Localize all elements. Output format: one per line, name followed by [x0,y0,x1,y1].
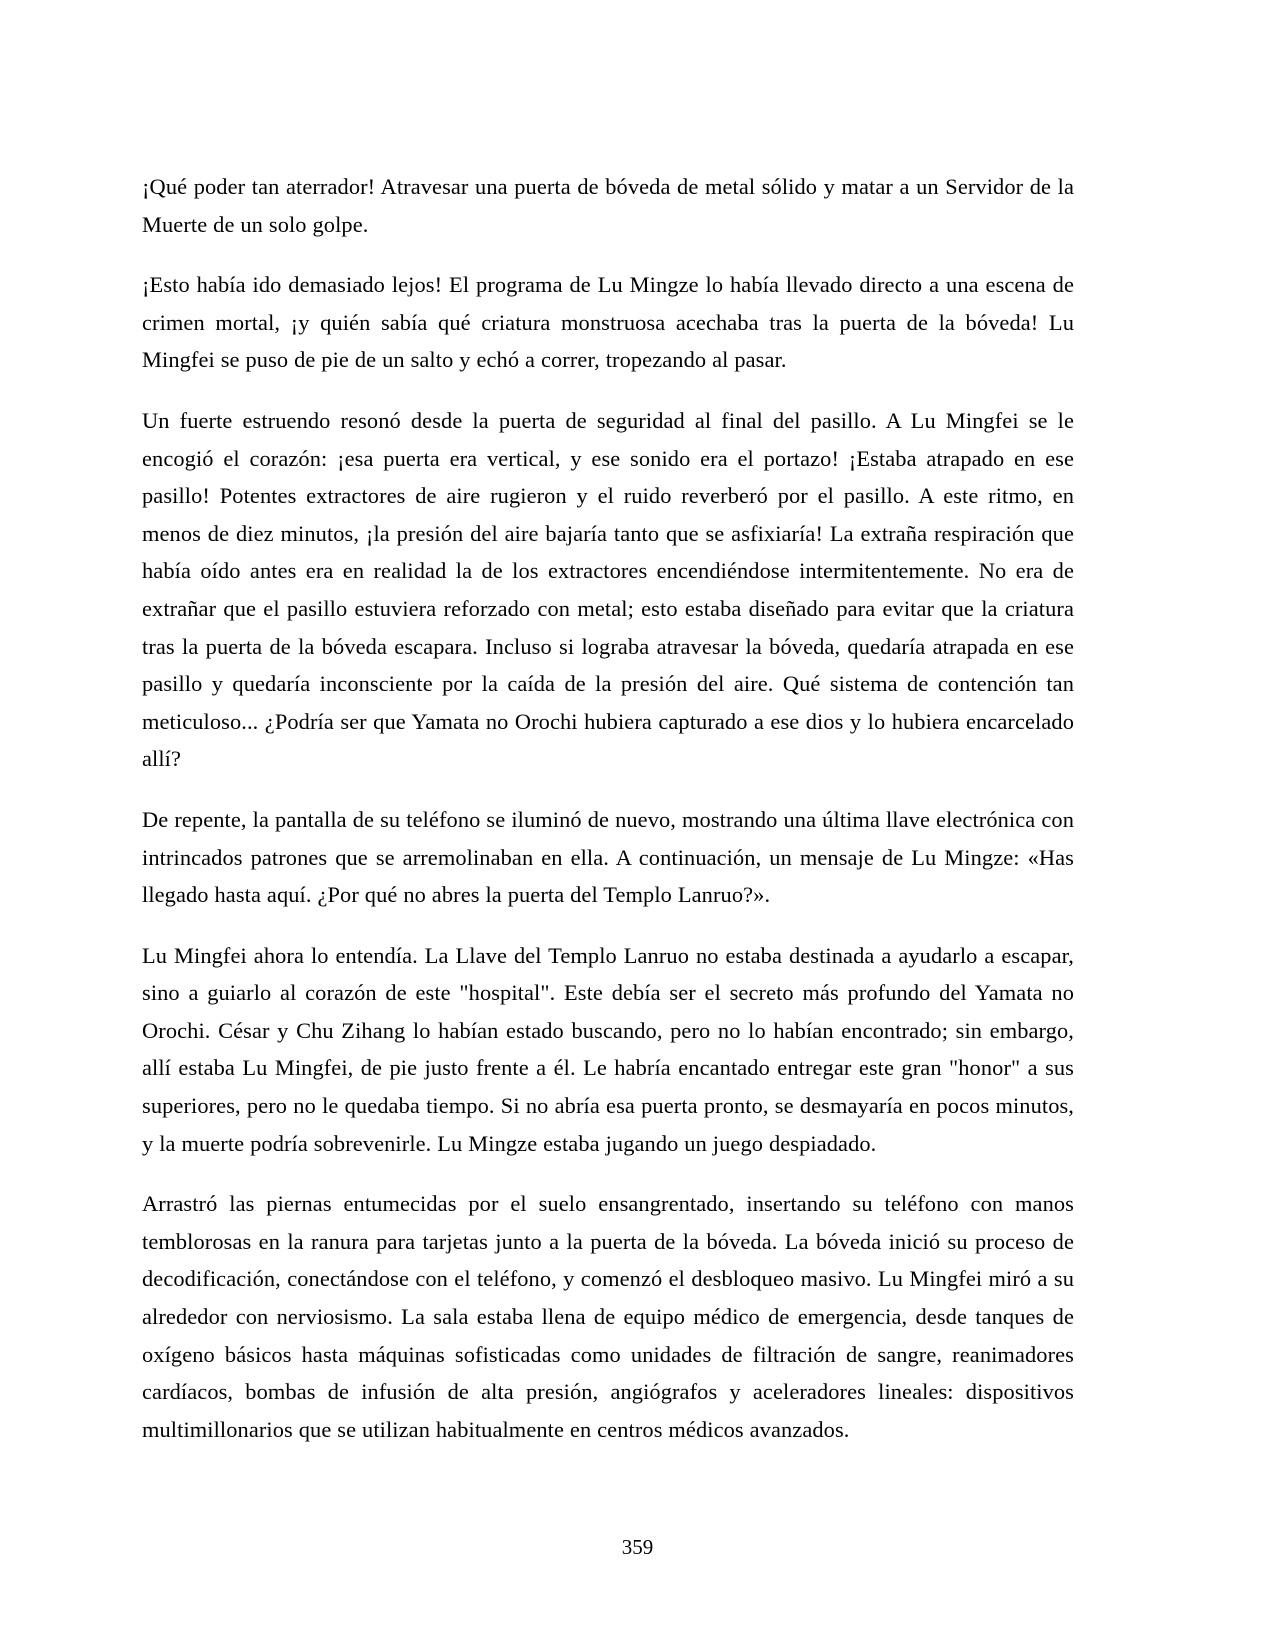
paragraph: ¡Qué poder tan aterrador! Atravesar una puerta de bóveda de metal sólido y matar a un Servidor de la Muerte de un solo golpe. [142,174,1074,237]
paragraph: De repente, la pantalla de su teléfono se iluminó de nuevo, mostrando una última llave electrónica con intrincados patrones que se arremolinaban en ella. A continuación, un mensaje de Lu Mingze: «Has llegado hasta aquí. ¿Por qué no abres la puerta del Templo Lanruo?». [142,806,1074,908]
paragraph: Arrastró las piernas entumecidas por el suelo ensangrentado, insertando su teléfono con manos temblorosas en la ranura para tarjetas junto a la puerta de la bóveda. La bóveda inició su proceso de decodificación, conectándose con el teléfono, y comenzó el desbloqueo masivo. Lu Mingfei miró a su alrededor con nerviosismo. La sala estaba llena de equipo médico de emergencia, desde tanques de oxígeno básicos hasta máquinas sofisticadas como unidades de filtración de sangre, reanimadores cardíacos, bombas de infusión de alta presión, angiógrafos y aceleradores lineales: dispositivos multimillonarios que se utilizan habitualmente en centros médicos avanzados. [142,1191,1074,1442]
page-body-text [142,168,1074,1448]
paragraph: Un fuerte estruendo resonó desde la puerta de seguridad al final del pasillo. A Lu Mingfei se le encogió el corazón: ¡esa puerta era vertical, y ese sonido era el portazo! ¡Estaba atrapado en ese pasillo! Potentes extractores de aire rugieron y el ruido reverberó por el pasillo. A este ritmo, en menos de diez minutos, ¡la presión del aire bajaría tanto que se asfixiaría! La extraña respiración que había oído antes era en realidad la de los extractores encendiéndose intermitentemente. No era de extrañar que el pasillo estuviera reforzado con metal; esto estaba diseñado para evitar que la criatura tras la puerta de la bóveda escapara. Incluso si lograba atravesar la bóveda, quedaría atrapada en ese pasillo y quedaría inconsciente por la caída de la presión del aire. Qué sistema de contención tan meticuloso... ¿Podría ser que Yamata no Orochi hubiera capturado a ese dios y lo hubiera encarcelado allí? [142,407,1074,772]
paragraph: ¡Esto había ido demasiado lejos! El programa de Lu Mingze lo había llevado directo a una escena de crimen mortal, ¡y quién sabía qué criatura monstruosa acechaba tras la puerta de la bóveda! Lu Mingfei se puso de pie de un salto y echó a correr, tropezando al pasar. [142,272,1074,373]
paragraph: Lu Mingfei ahora lo entendía. La Llave del Templo Lanruo no estaba destinada a ayudarlo a escapar, sino a guiarlo al corazón de este "hospital". Este debía ser el secreto más profundo del Yamata no Orochi. César y Chu Zihang lo habían estado buscando, pero no lo habían encontrado; sin embargo, allí estaba Lu Mingfei, de pie justo frente a él. Le habría encantado entregar este gran "honor" a sus superiores, pero no le quedaba tiempo. Si no abría esa puerta pronto, se desmayaría en pocos minutos, y la muerte podría sobrevenirle. Lu Mingze estaba jugando un juego despiadado. [142,942,1074,1156]
page-number: 359 [621,1535,654,1559]
